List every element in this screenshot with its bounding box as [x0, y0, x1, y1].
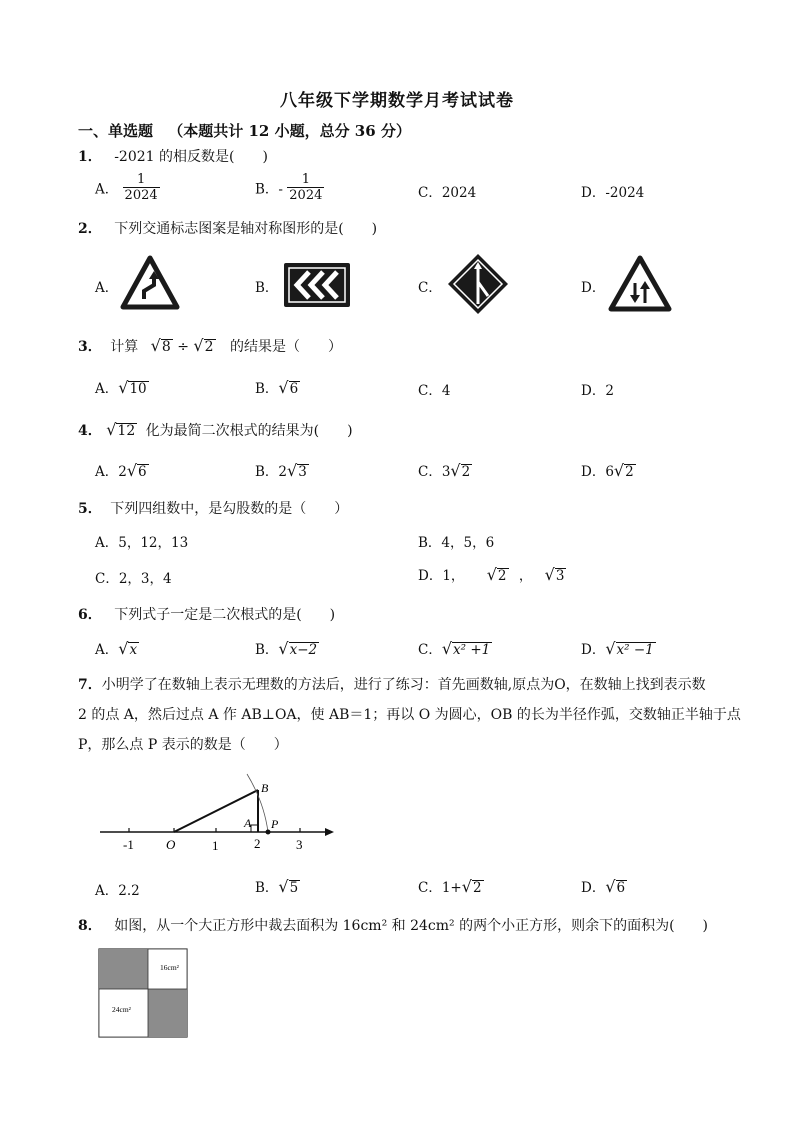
q3-option-d[interactable]: D．2 — [581, 383, 614, 399]
option-label: D．1， — [418, 568, 465, 584]
radicand: x² +1 — [453, 642, 491, 658]
option-label: A． — [95, 181, 119, 198]
question-number: 8． — [78, 918, 102, 934]
option-label: B．- — [255, 181, 283, 198]
fraction — [123, 172, 160, 203]
q4-option-c[interactable] — [418, 460, 472, 480]
radical-sign-icon: √ — [605, 877, 616, 896]
radical-sign-icon: √ — [193, 336, 204, 355]
radical-sign-icon: √ — [118, 378, 129, 397]
curve-warning-sign-icon — [120, 255, 180, 311]
separator: ， — [518, 568, 533, 584]
section-label: 一、单选题 — [78, 122, 154, 140]
question-text: 化为最简二次根式的结果为( ) — [145, 423, 353, 439]
point-label-p: P — [271, 817, 279, 831]
denominator: 2024 — [124, 188, 158, 203]
radicand: 3 — [555, 568, 565, 584]
two-way-traffic-sign-icon — [608, 255, 672, 313]
question-text-line-2: 2 的点 A，然后过点 A 作 AB⊥OA，使 AB＝1；再以 O 为圆心，OB 的长为半径作弧，交数轴正半轴于点 — [78, 707, 741, 723]
q7-option-a[interactable]: A．2.2 — [95, 883, 140, 899]
area-label-16: 16cm² — [160, 963, 179, 972]
radicand: 10 — [129, 381, 147, 397]
question-3 — [78, 336, 342, 356]
question-text: 如图，从一个大正方形中裁去面积为 16cm² 和 24cm² 的两个小正方形，则余下的面积为( ) — [114, 918, 709, 934]
tick-label: -1 — [123, 837, 134, 852]
point-label-o: O — [166, 837, 176, 852]
q5-option-c[interactable]: C．2，3，4 — [95, 571, 172, 587]
radical-sign-icon: √ — [441, 639, 453, 658]
option-label: A． — [95, 381, 119, 397]
radicand: 2 — [625, 464, 634, 480]
option-label: A．2 — [95, 464, 127, 480]
radicand: 2 — [204, 339, 214, 355]
question-text: 下列四组数中，是勾股数的是（ ） — [110, 501, 349, 517]
radical-sign-icon: √ — [450, 461, 461, 480]
option-label: B．2 — [255, 464, 288, 480]
q5-option-d[interactable] — [418, 564, 566, 584]
square-figure — [98, 948, 188, 1038]
question-text-line-1: 小明学了在数轴上表示无理数的方法后，进行了练习：首先画数轴,原点为O，在数轴上找到表示数 — [101, 677, 706, 693]
radicand: 6 — [289, 381, 299, 397]
q7-option-d[interactable] — [581, 876, 627, 896]
option-label: C． — [418, 642, 442, 658]
point-label-a: A — [244, 816, 252, 830]
point-label-b: B — [261, 781, 269, 795]
option-label: B． — [255, 381, 279, 397]
question-8 — [78, 915, 708, 935]
numerator: 1 — [123, 172, 160, 188]
q4-option-a[interactable] — [95, 460, 149, 480]
radical-sign-icon: √ — [544, 565, 555, 584]
question-number: 4． — [78, 423, 102, 439]
denominator: 2024 — [289, 188, 323, 203]
radicand: 5 — [289, 880, 299, 896]
radicand: 6 — [138, 464, 147, 480]
radicand: 6 — [616, 880, 626, 896]
radicand: x² −1 — [616, 642, 654, 658]
area-label-24: 24cm² — [112, 1005, 131, 1014]
chevron-board-sign-icon — [283, 262, 351, 308]
question-number: 2． — [78, 221, 102, 237]
radicand: x — [129, 642, 138, 658]
q3-option-a[interactable] — [95, 377, 149, 397]
question-number: 6． — [78, 607, 102, 623]
question-text: 下列式子一定是二次根式的是( ) — [114, 607, 336, 623]
q6-option-b[interactable] — [255, 638, 319, 658]
question-2 — [78, 218, 377, 238]
radical-sign-icon: √ — [126, 461, 138, 480]
q2-option-c-label[interactable]: C． — [418, 280, 442, 296]
shaded-region — [148, 989, 187, 1037]
question-number: 3． — [78, 339, 102, 355]
q4-option-b[interactable] — [255, 460, 309, 480]
q3-option-b[interactable] — [255, 377, 300, 397]
radical-sign-icon: √ — [278, 877, 289, 896]
question-number: 1． — [78, 149, 102, 165]
question-text-line-3: P，那么点 P 表示的数是（ ） — [78, 737, 288, 753]
question-number: 7． — [78, 677, 102, 693]
shaded-region — [99, 949, 148, 989]
radical-sign-icon: √ — [150, 336, 161, 355]
question-5 — [78, 498, 348, 518]
point-p — [266, 830, 271, 835]
right-angle-mark — [251, 825, 258, 832]
tick-label: 1 — [212, 838, 219, 853]
radical-sign-icon: √ — [486, 565, 497, 584]
question-text: -2021 的相反数是( ) — [114, 149, 268, 165]
q5-option-a[interactable]: A．5，12，13 — [95, 535, 189, 551]
q3-option-c[interactable]: C．4 — [418, 383, 451, 399]
radical-sign-icon: √ — [278, 639, 289, 658]
q1-option-d[interactable]: D．-2024 — [581, 185, 645, 201]
q6-option-a[interactable] — [95, 638, 139, 658]
radicand: 8 — [161, 339, 171, 355]
radicand: 3 — [298, 464, 307, 480]
radical-sign-icon: √ — [287, 461, 298, 480]
radicand: 2 — [461, 464, 471, 480]
option-label: C．3 — [418, 464, 451, 480]
question-6 — [78, 604, 335, 624]
q6-option-c[interactable] — [418, 638, 492, 658]
q6-option-d[interactable] — [581, 638, 656, 658]
fraction — [287, 172, 324, 203]
q1-option-b[interactable] — [255, 172, 324, 203]
question-4 — [78, 420, 353, 440]
operator: ÷ — [177, 339, 189, 355]
option-label: C．1+ — [418, 880, 462, 896]
radical-sign-icon: √ — [118, 639, 129, 658]
question-text: 的结果是（ ） — [230, 339, 342, 355]
option-label: B． — [255, 880, 279, 896]
radicand: 12 — [117, 423, 136, 439]
q1-option-c[interactable]: C．2024 — [418, 185, 477, 201]
axis-arrow-icon — [325, 828, 334, 836]
option-label: D． — [581, 880, 606, 896]
page-title: 八年级下学期数学月考试试卷 — [280, 91, 514, 111]
q2-option-b-label[interactable]: B． — [255, 280, 279, 296]
section-info: （本题共计 12 小题，总分 36 分） — [168, 122, 411, 140]
q5-option-b[interactable]: B．4，5，6 — [418, 535, 495, 551]
q7-option-c[interactable] — [418, 876, 484, 896]
q2-option-d-label[interactable]: D． — [581, 280, 606, 296]
question-number: 5． — [78, 501, 102, 517]
question-1 — [78, 146, 268, 166]
merge-diamond-sign-icon — [446, 252, 510, 316]
q1-option-a[interactable] — [95, 172, 160, 203]
radical-sign-icon: √ — [461, 877, 472, 896]
numerator: 1 — [287, 172, 324, 188]
expression — [150, 336, 220, 355]
q2-option-a-label[interactable]: A． — [95, 280, 119, 296]
radicand: 2 — [472, 880, 482, 896]
radical-sign-icon: √ — [613, 461, 625, 480]
q4-option-d[interactable] — [581, 460, 636, 480]
option-label: D．6 — [581, 464, 614, 480]
question-7 — [78, 670, 758, 760]
question-text: 下列交通标志图案是轴对称图形的是( ) — [114, 221, 378, 237]
option-label: B． — [255, 642, 279, 658]
radical-sign-icon: √ — [605, 639, 616, 658]
radicand: x−2 — [289, 642, 318, 658]
radical-sign-icon: √ — [278, 378, 289, 397]
radical-sign-icon: √ — [106, 420, 117, 439]
tick-label: 2 — [254, 836, 261, 851]
section-header — [78, 120, 411, 141]
radicand: 2 — [497, 568, 507, 584]
option-label: A． — [95, 642, 119, 658]
question-text: 计算 — [110, 339, 139, 355]
q7-option-b[interactable] — [255, 876, 300, 896]
number-line-figure — [96, 772, 346, 856]
option-label: D． — [581, 642, 606, 658]
tick-label: 3 — [296, 837, 303, 852]
